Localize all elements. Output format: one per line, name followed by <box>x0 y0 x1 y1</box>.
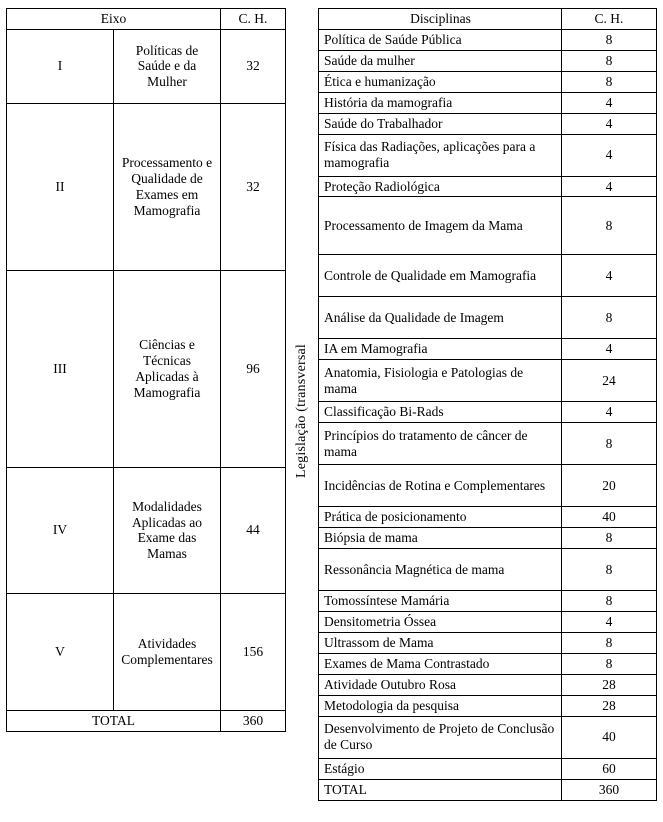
eixos-table <box>6 8 286 732</box>
disciplina-nome: Saúde do Trabalhador <box>319 113 562 134</box>
disciplina-nome: Ressonância Magnética de mama <box>319 549 562 591</box>
eixo-ch: 44 <box>221 467 286 593</box>
tables-layout <box>6 8 657 814</box>
disciplina-ch: 8 <box>562 591 657 612</box>
disciplina-ch: 60 <box>562 758 657 779</box>
table-row <box>319 50 657 71</box>
disciplina-nome: Controle de Qualidade em Mamografia <box>319 255 562 297</box>
total-ch: 360 <box>221 710 286 731</box>
disciplina-nome: Densitometria Óssea <box>319 612 562 633</box>
table-row <box>7 270 286 467</box>
disciplina-nome: Atividade Outubro Rosa <box>319 674 562 695</box>
disciplina-nome: Biópsia de mama <box>319 528 562 549</box>
table-row <box>319 632 657 653</box>
disciplina-ch: 4 <box>562 402 657 423</box>
disciplina-ch: 4 <box>562 92 657 113</box>
eixo-ch: 32 <box>221 103 286 270</box>
table-row <box>319 695 657 716</box>
disciplinas-table <box>318 8 657 801</box>
eixo-ch: 32 <box>221 29 286 103</box>
table-total-row <box>319 779 657 800</box>
header-ch-left: C. H. <box>221 9 286 30</box>
table-row <box>319 758 657 779</box>
table-total-row <box>7 710 286 731</box>
table-row <box>319 197 657 255</box>
disciplina-nome: Ética e humanização <box>319 71 562 92</box>
table-row <box>319 134 657 176</box>
disciplina-nome: Saúde da mulher <box>319 50 562 71</box>
disciplina-nome: Prática de posicionamento <box>319 507 562 528</box>
disciplina-nome: Tomossíntese Mamária <box>319 591 562 612</box>
disciplina-nome: Física das Radiações, aplicações para a mamografia <box>319 134 562 176</box>
disciplina-ch: 8 <box>562 197 657 255</box>
disciplina-ch: 8 <box>562 528 657 549</box>
table-row <box>319 92 657 113</box>
table-row <box>319 653 657 674</box>
disciplina-ch: 8 <box>562 50 657 71</box>
disciplina-ch: 24 <box>562 360 657 402</box>
disciplina-nome: Política de Saúde Pública <box>319 29 562 50</box>
table-row <box>319 465 657 507</box>
disciplina-ch: 4 <box>562 176 657 197</box>
transversal-label: Legislação (transversal <box>294 343 309 479</box>
disciplina-ch: 40 <box>562 716 657 758</box>
table-row <box>319 674 657 695</box>
disciplina-ch: 40 <box>562 507 657 528</box>
eixo-numero: V <box>7 593 114 710</box>
eixo-ch: 156 <box>221 593 286 710</box>
eixo-nome: Ciências e Técnicas Aplicadas à Mamografia <box>114 270 221 467</box>
disciplina-nome: Processamento de Imagem da Mama <box>319 197 562 255</box>
disciplina-nome: Princípios do tratamento de câncer de mama <box>319 423 562 465</box>
table-row <box>319 549 657 591</box>
table-row <box>319 360 657 402</box>
disciplina-nome: Anatomia, Fisiologia e Patologias de mama <box>319 360 562 402</box>
table-row <box>319 176 657 197</box>
table-row <box>319 507 657 528</box>
disciplina-nome: História da mamografia <box>319 92 562 113</box>
transversal-label-column <box>288 8 316 814</box>
disciplina-ch: 8 <box>562 423 657 465</box>
table-row <box>7 593 286 710</box>
disciplina-ch: 8 <box>562 653 657 674</box>
eixo-nome: Modalidades Aplicadas ao Exame das Mamas <box>114 467 221 593</box>
table-row <box>319 297 657 339</box>
disciplina-nome: Exames de Mama Contrastado <box>319 653 562 674</box>
disciplina-nome: Desenvolvimento de Projeto de Conclusão de Curso <box>319 716 562 758</box>
table-header-row <box>7 9 286 30</box>
disciplina-ch: 4 <box>562 255 657 297</box>
disciplina-ch: 20 <box>562 465 657 507</box>
disciplina-ch: 8 <box>562 29 657 50</box>
table-row <box>319 255 657 297</box>
eixo-nome: Atividades Complementares <box>114 593 221 710</box>
disciplina-ch: 8 <box>562 632 657 653</box>
table-row <box>319 716 657 758</box>
eixo-numero: II <box>7 103 114 270</box>
disciplina-ch: 4 <box>562 612 657 633</box>
eixo-nome: Políticas de Saúde e da Mulher <box>114 29 221 103</box>
eixo-numero: I <box>7 29 114 103</box>
table-row <box>7 29 286 103</box>
disciplina-nome: Estágio <box>319 758 562 779</box>
eixo-numero: IV <box>7 467 114 593</box>
disciplina-nome: Classificação Bi-Rads <box>319 402 562 423</box>
table-row <box>319 528 657 549</box>
disciplina-nome: Ultrassom de Mama <box>319 632 562 653</box>
total-ch: 360 <box>562 779 657 800</box>
table-row <box>7 467 286 593</box>
table-row <box>319 113 657 134</box>
header-disciplinas: Disciplinas <box>319 9 562 30</box>
table-row <box>319 402 657 423</box>
disciplina-ch: 8 <box>562 549 657 591</box>
table-row <box>319 71 657 92</box>
disciplina-ch: 4 <box>562 134 657 176</box>
eixo-numero: III <box>7 270 114 467</box>
disciplina-nome: Incidências de Rotina e Complementares <box>319 465 562 507</box>
table-row <box>319 612 657 633</box>
disciplina-ch: 4 <box>562 339 657 360</box>
header-ch-right: C. H. <box>562 9 657 30</box>
eixo-ch: 96 <box>221 270 286 467</box>
disciplina-ch: 4 <box>562 113 657 134</box>
header-eixo: Eixo <box>7 9 221 30</box>
table-row <box>319 29 657 50</box>
disciplina-nome: Metodologia da pesquisa <box>319 695 562 716</box>
disciplina-nome: Análise da Qualidade de Imagem <box>319 297 562 339</box>
disciplina-ch: 8 <box>562 71 657 92</box>
disciplina-nome: IA em Mamografia <box>319 339 562 360</box>
total-label: TOTAL <box>319 779 562 800</box>
total-label: TOTAL <box>7 710 221 731</box>
table-row <box>319 339 657 360</box>
table-header-row <box>319 9 657 30</box>
disciplina-ch: 28 <box>562 695 657 716</box>
eixo-nome: Processamento e Qualidade de Exames em Mamografia <box>114 103 221 270</box>
disciplina-nome: Proteção Radiológica <box>319 176 562 197</box>
table-row <box>7 103 286 270</box>
disciplina-ch: 28 <box>562 674 657 695</box>
disciplina-ch: 8 <box>562 297 657 339</box>
table-row <box>319 591 657 612</box>
table-row <box>319 423 657 465</box>
